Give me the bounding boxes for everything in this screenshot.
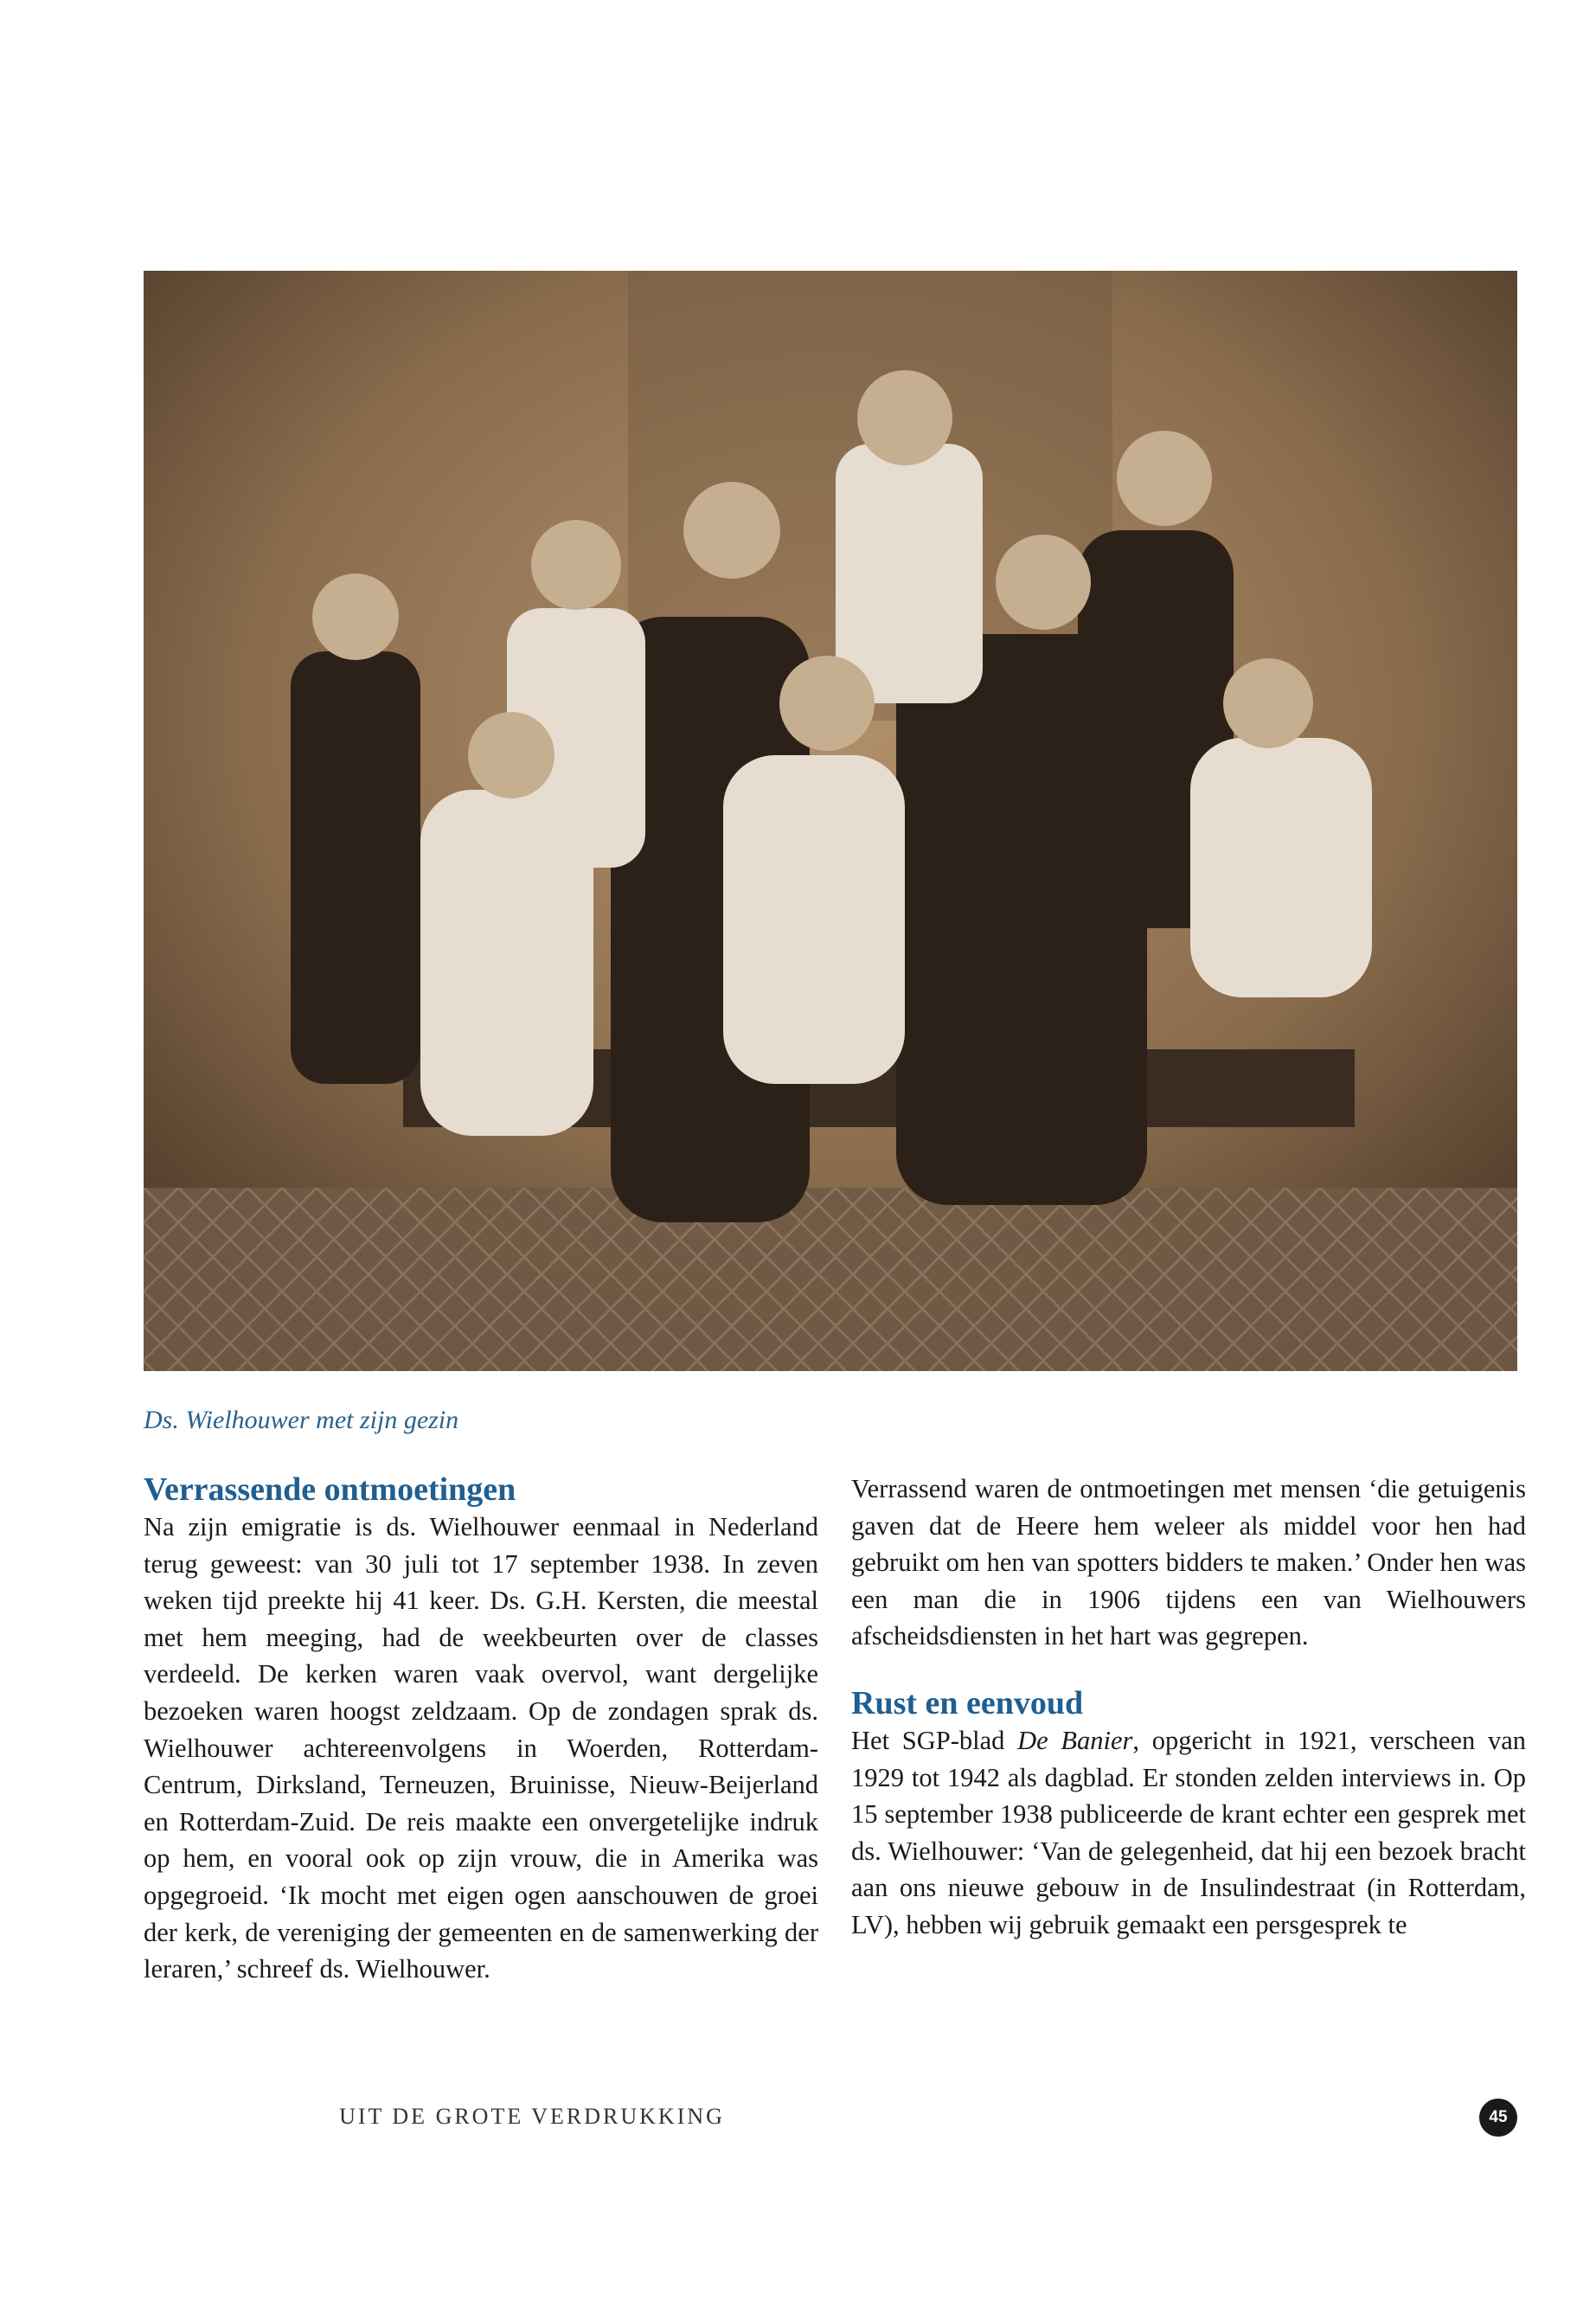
section-heading-verrassende-ontmoetingen: Verrassende ontmoetingen bbox=[144, 1471, 516, 1508]
left-column-paragraph: Na zijn emigratie is ds. Wielhouwer eenmaal in Nederland terug geweest: van 30 juli tot 17 september 1938. In zeven weken tijd preekte hij 41 keer. Ds. G.H. Kersten, die meestal met hem meeging, had de weekbeurten over de classes verdeeld. De kerken waren vaak overvol, want dergelijke bezoeken waren hoogst zeldzaam. Op de zondagen sprak ds. Wielhouwer achtereenvolgens in Woerden, Rotterdam-Centrum, Dirksland, Terneuzen, Bruinisse, Nieuw-Beijerland en Rotterdam-Zuid. De reis maakte een onvergetelijke indruk op hem, en vooral ook op zijn vrouw, die in Amerika was opgegroeid. ‘Ik mocht met eigen ogen aanschouwen de groei der kerk, de vereniging der gemeenten en de samenwerking der leraren,’ schreef ds. Wielhouwer. bbox=[144, 1512, 818, 1984]
running-footer-title: UIT DE GROTE VERDRUKKING bbox=[339, 2104, 725, 2129]
publication-title: De Banier bbox=[1017, 1725, 1133, 1755]
section-heading-rust-en-eenvoud: Rust en eenvoud bbox=[851, 1684, 1084, 1721]
page-number-badge: 45 bbox=[1479, 2099, 1517, 2137]
right-column bbox=[851, 1471, 1526, 1944]
family-portrait-photo bbox=[144, 271, 1517, 1371]
left-column bbox=[144, 1471, 818, 1988]
family-portrait-illustration bbox=[144, 271, 1517, 1371]
photo-caption: Ds. Wielhouwer met zijn gezin bbox=[144, 1406, 459, 1434]
right-column-body-paragraph: Het SGP-blad De Banier, opgericht in 1921, verscheen van 1929 tot 1942 als dagblad. Er stonden zelden interviews in. Op 15 september 1938 publiceerde de krant echter een gesprek met ds. Wielhouwer: ‘Van de gelegenheid, dat hij een bezoek bracht aan ons nieuwe gebouw in de Insulindestraat (in Rotterdam, LV), hebben wij gebruik gemaakt een persgesprek te bbox=[851, 1725, 1526, 1939]
right-column-intro-paragraph: Verrassend waren de ontmoetingen met mensen ‘die getuigenis gaven dat de Heere hem weleer als middel voor hen had gebruikt om hen van spotters bidders te maken.’ Onder hen was een man die in 1906 tijdens een van Wielhouwers afscheidsdiensten in het hart was gegrepen. bbox=[851, 1474, 1526, 1651]
